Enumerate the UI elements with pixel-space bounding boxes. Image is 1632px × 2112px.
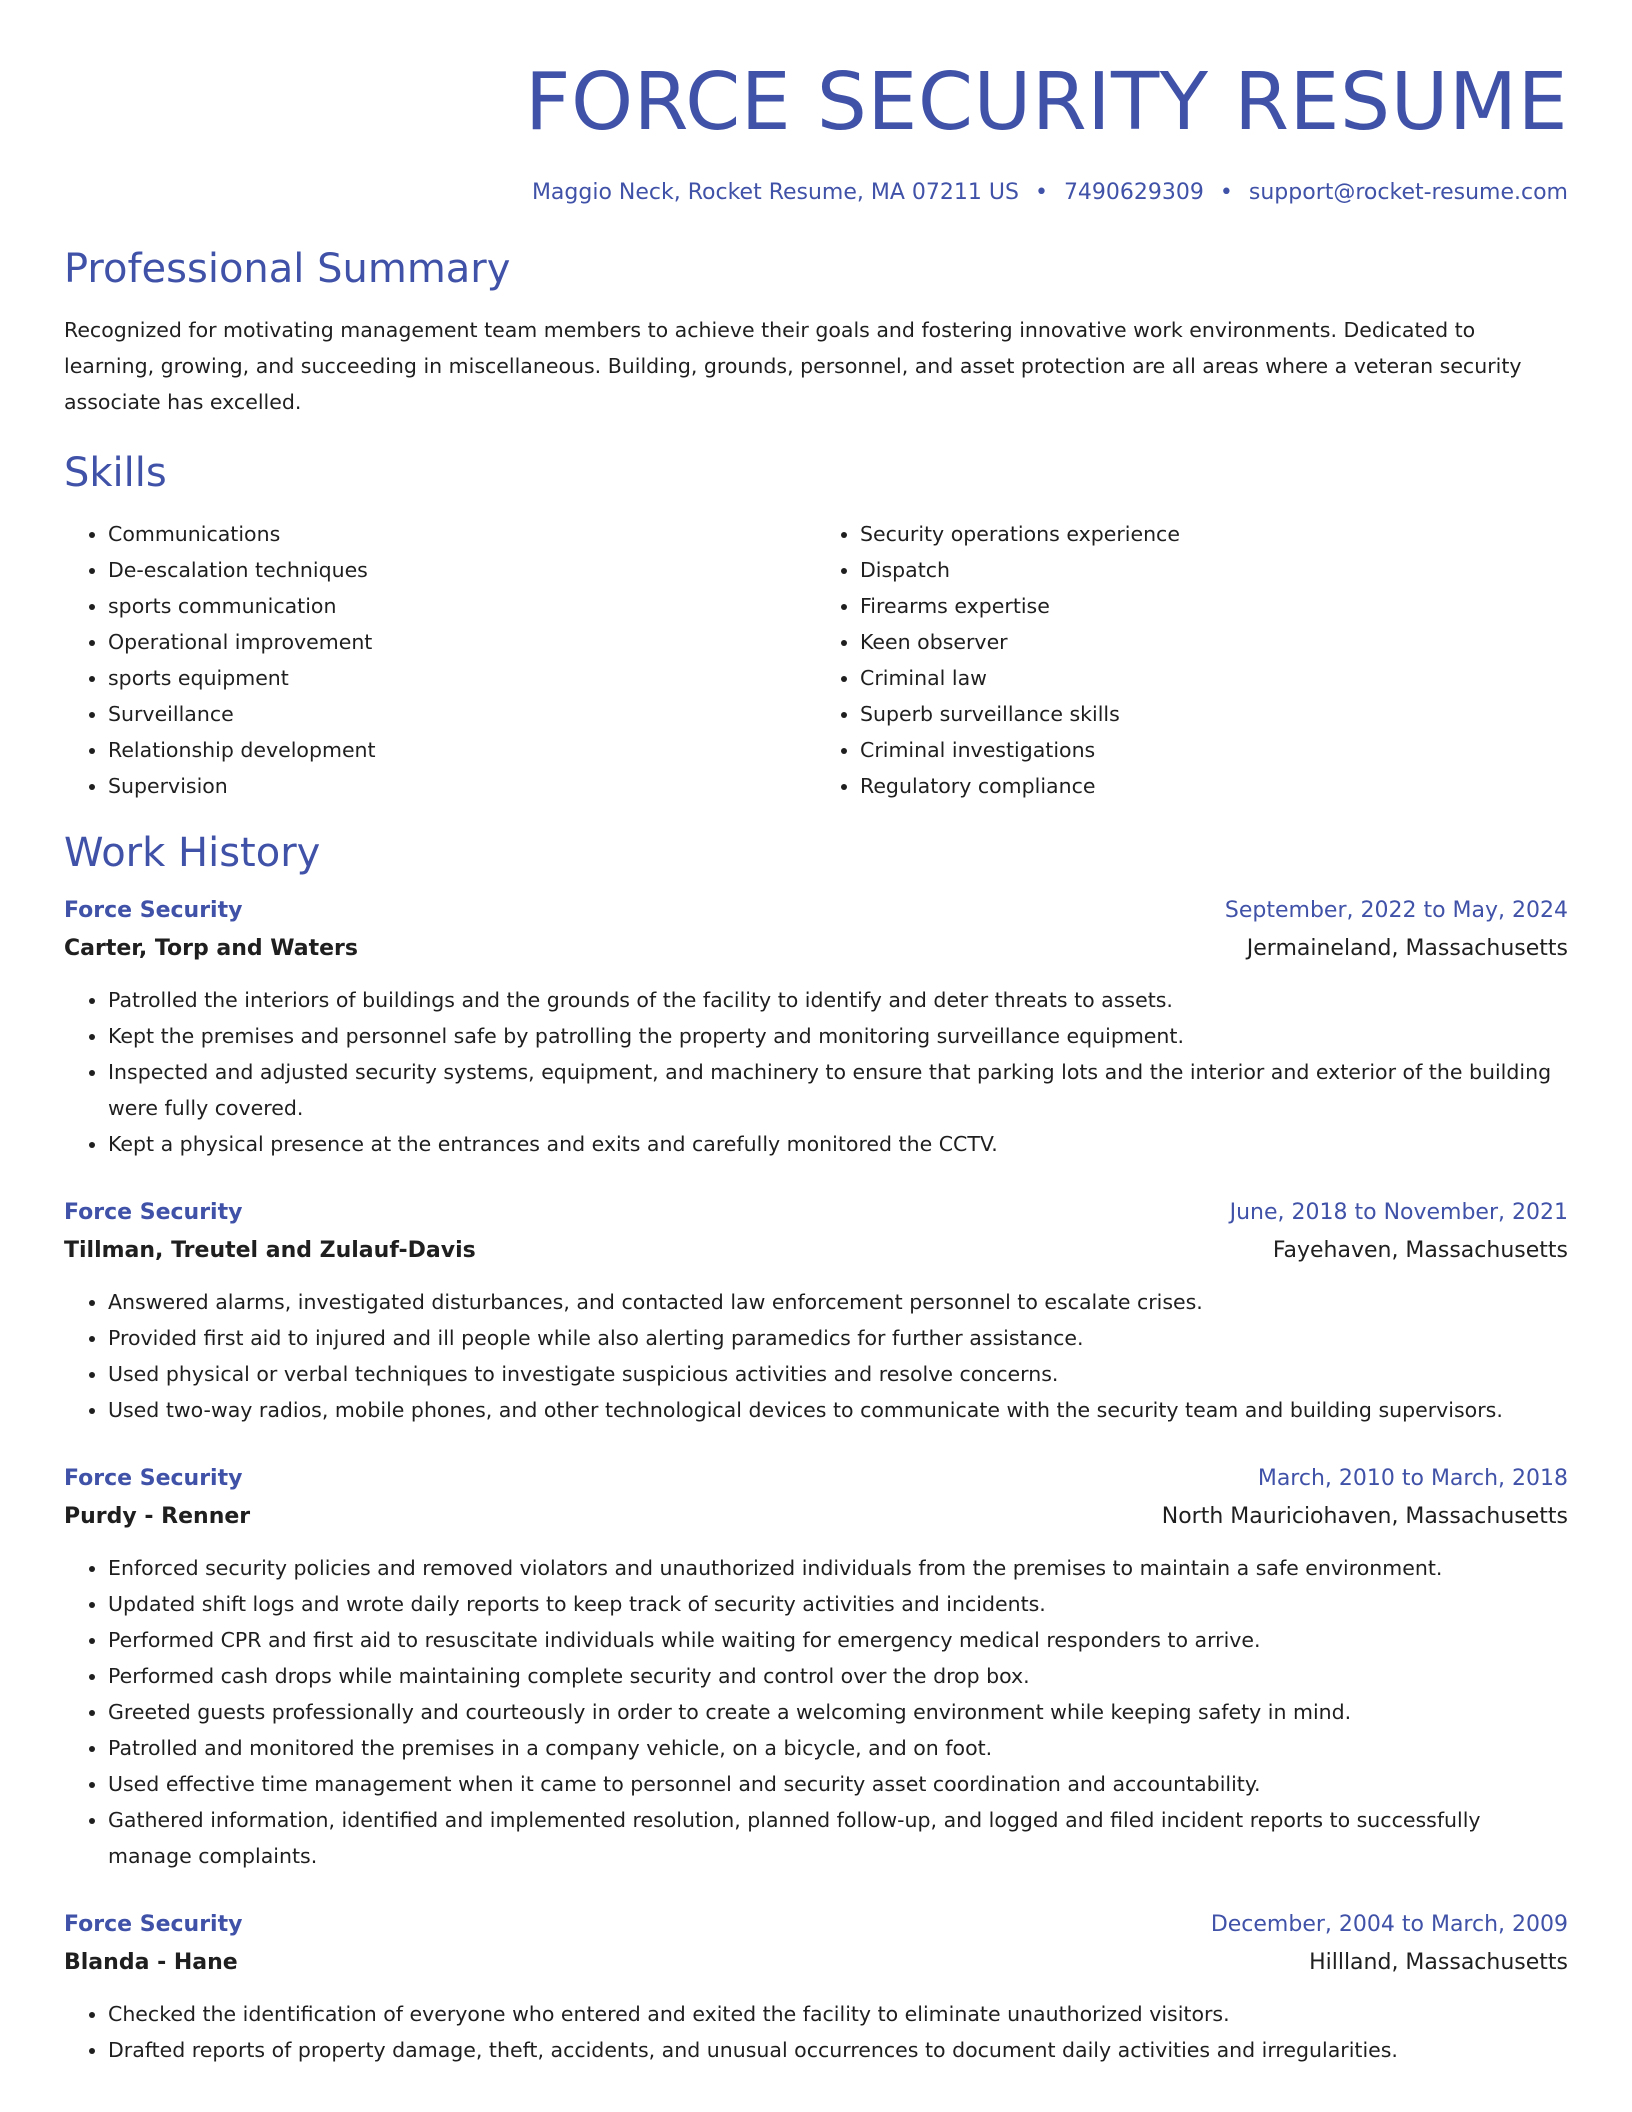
job-location: Fayehaven, Massachusetts xyxy=(1272,1238,1568,1263)
job-company: Blanda - Hane xyxy=(64,1950,238,1975)
job-bullet: • Greeted guests professionally and courteously in order to create a welcoming environment while keeping safety in mind. xyxy=(108,1694,1568,1730)
contact-separator: • xyxy=(1219,180,1233,205)
job-company: Tillman, Treutel and Zulauf-Davis xyxy=(64,1238,476,1263)
job-header xyxy=(64,1194,1568,1232)
skill-item: • sports equipment xyxy=(108,660,816,696)
skill-item: • Superb surveillance skills xyxy=(860,696,1568,732)
skill-item: • Relationship development xyxy=(108,732,816,768)
summary-heading: Professional Summary xyxy=(64,246,511,292)
skills-list-left xyxy=(64,516,816,804)
job-bullet: • Answered alarms, investigated disturbances, and contacted law enforcement personnel to escalate crises. xyxy=(108,1284,1568,1320)
contact-line xyxy=(64,178,1568,208)
skill-item: • sports communication xyxy=(108,588,816,624)
job-subheader xyxy=(64,1232,1568,1270)
job-subheader xyxy=(64,930,1568,968)
job-bullet: • Performed cash drops while maintaining complete security and control over the drop box. xyxy=(108,1658,1568,1694)
job-company: Purdy - Renner xyxy=(64,1504,251,1529)
job-entry xyxy=(64,1906,1568,2068)
job-bullet: • Patrolled the interiors of buildings and the grounds of the facility to identify and deter threats to assets. xyxy=(108,982,1568,1018)
job-location: North Mauriciohaven, Massachusetts xyxy=(1161,1504,1568,1529)
job-location: Jermaineland, Massachusetts xyxy=(1246,936,1568,961)
job-title: Force Security xyxy=(64,1200,243,1225)
resume-name: FORCE SECURITY RESUME xyxy=(525,56,1568,148)
skill-item: • Communications xyxy=(108,516,816,552)
job-bullet: • Gathered information, identified and implemented resolution, planned follow-up, and logged and filed incident reports to successfully manage complaints. xyxy=(108,1802,1568,1874)
job-bullets xyxy=(64,1996,1568,2068)
skills-list-right xyxy=(816,516,1568,804)
skill-item: • Criminal investigations xyxy=(860,732,1568,768)
job-entry xyxy=(64,892,1568,1162)
job-company: Carter, Torp and Waters xyxy=(64,936,358,961)
job-header xyxy=(64,892,1568,930)
contact-separator: • xyxy=(1034,180,1048,205)
summary-text: Recognized for motivating management team members to achieve their goals and fostering innovative work environments. Dedicated to learning, growing, and succeeding in miscellaneous. Building, grounds, personnel, and asset protection are all areas where a veteran security associate has excelled. xyxy=(64,318,1522,414)
job-dates: September, 2022 to May, 2024 xyxy=(1224,898,1568,923)
skills-grid xyxy=(64,516,1568,804)
skill-item: • Supervision xyxy=(108,768,816,804)
job-bullet: • Enforced security policies and removed violators and unauthorized individuals from the premises to maintain a safe environment. xyxy=(108,1550,1568,1586)
job-entry xyxy=(64,1194,1568,1428)
job-bullets xyxy=(64,982,1568,1162)
contact-email: support@rocket-resume.com xyxy=(1248,180,1568,205)
skill-item: • De-escalation techniques xyxy=(108,552,816,588)
skill-item: • Security operations experience xyxy=(860,516,1568,552)
skill-item: • Firearms expertise xyxy=(860,588,1568,624)
job-dates: March, 2010 to March, 2018 xyxy=(1257,1466,1568,1491)
job-title: Force Security xyxy=(64,898,243,923)
skills-heading: Skills xyxy=(64,450,167,496)
job-subheader xyxy=(64,1498,1568,1536)
job-bullet: • Kept the premises and personnel safe by patrolling the property and monitoring surveillance equipment. xyxy=(108,1018,1568,1054)
job-bullet: • Kept a physical presence at the entrances and exits and carefully monitored the CCTV. xyxy=(108,1126,1568,1162)
job-location: Hillland, Massachusetts xyxy=(1309,1950,1568,1975)
contact-phone: 7490629309 xyxy=(1063,180,1204,205)
job-bullets xyxy=(64,1550,1568,1874)
job-header xyxy=(64,1460,1568,1498)
skill-item: • Surveillance xyxy=(108,696,816,732)
job-bullet: • Provided first aid to injured and ill people while also alerting paramedics for further assistance. xyxy=(108,1320,1568,1356)
job-title: Force Security xyxy=(64,1466,243,1491)
skill-item: • Keen observer xyxy=(860,624,1568,660)
skill-item: • Criminal law xyxy=(860,660,1568,696)
job-title: Force Security xyxy=(64,1912,243,1937)
job-header xyxy=(64,1906,1568,1944)
job-bullet: • Used effective time management when it came to personnel and security asset coordination and accountability. xyxy=(108,1766,1568,1802)
job-bullet: • Updated shift logs and wrote daily reports to keep track of security activities and incidents. xyxy=(108,1586,1568,1622)
skill-item: • Regulatory compliance xyxy=(860,768,1568,804)
job-entry xyxy=(64,1460,1568,1874)
job-bullet: • Used physical or verbal techniques to investigate suspicious activities and resolve concerns. xyxy=(108,1356,1568,1392)
job-bullets xyxy=(64,1284,1568,1428)
skill-item: • Operational improvement xyxy=(108,624,816,660)
job-bullet: • Performed CPR and first aid to resuscitate individuals while waiting for emergency medical responders to arrive. xyxy=(108,1622,1568,1658)
job-bullet: • Drafted reports of property damage, theft, accidents, and unusual occurrences to document daily activities and irregularities. xyxy=(108,2032,1568,2068)
job-bullet: • Checked the identification of everyone who entered and exited the facility to eliminate unauthorized visitors. xyxy=(108,1996,1568,2032)
job-dates: December, 2004 to March, 2009 xyxy=(1210,1912,1568,1937)
job-subheader xyxy=(64,1944,1568,1982)
job-bullet: • Inspected and adjusted security systems, equipment, and machinery to ensure that parking lots and the interior and exterior of the building were fully covered. xyxy=(108,1054,1568,1126)
work-history-heading: Work History xyxy=(64,830,321,876)
skill-item: • Dispatch xyxy=(860,552,1568,588)
contact-address: Maggio Neck, Rocket Resume, MA 07211 US xyxy=(531,180,1019,205)
job-dates: June, 2018 to November, 2021 xyxy=(1229,1200,1568,1225)
job-bullet: • Used two-way radios, mobile phones, and other technological devices to communicate with the security team and building supervisors. xyxy=(108,1392,1568,1428)
job-bullet: • Patrolled and monitored the premises in a company vehicle, on a bicycle, and on foot. xyxy=(108,1730,1568,1766)
